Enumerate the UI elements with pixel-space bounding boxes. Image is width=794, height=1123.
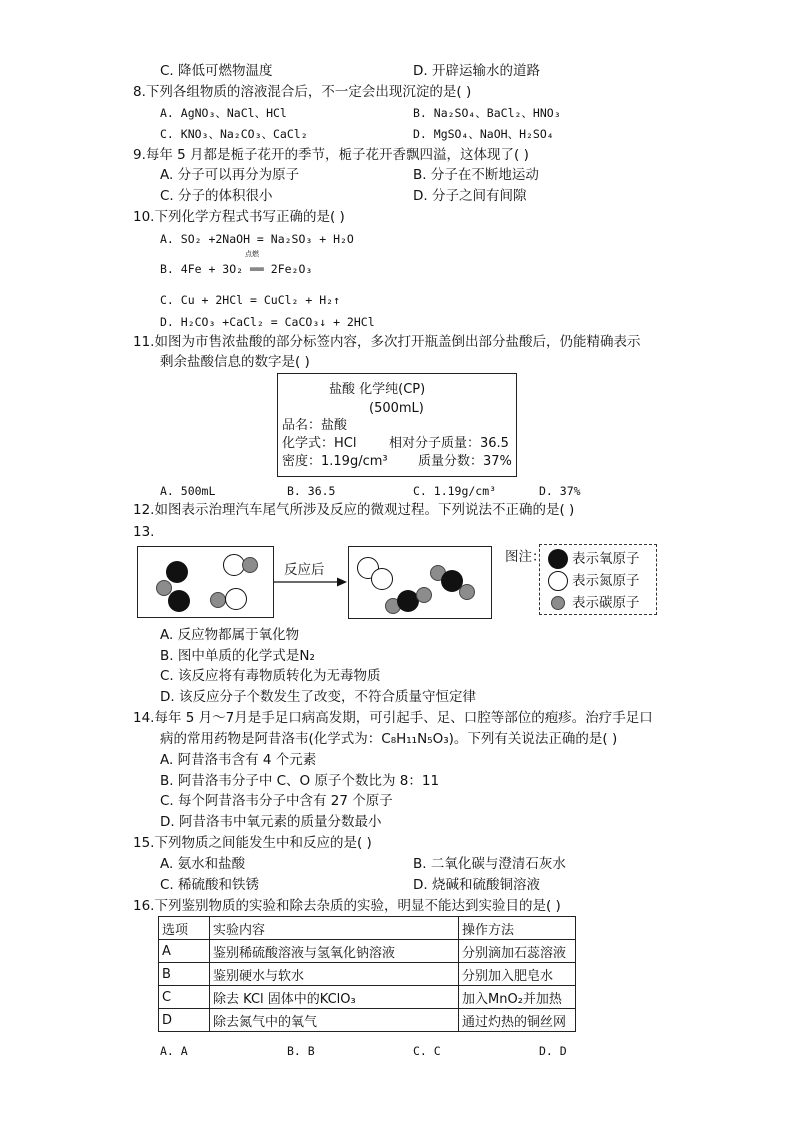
q8-option-b: B. Na₂SO₄、BaCl₂、HNO₃	[413, 106, 561, 120]
q15-option-d: D. 烧碱和硫酸铜溶液	[413, 877, 540, 893]
label-mass-fraction: 质量分数：37%	[418, 454, 512, 469]
label-density: 密度：1.19g/cm³	[282, 454, 388, 469]
q14-stem-line2: 病的常用药物是阿昔洛韦(化学式为：C₈H₁₁N₅O₃)。下列有关说法正确的是( )	[160, 731, 618, 747]
atom-legend	[539, 544, 657, 615]
table-cell: 除去 KCl 固体中的KClO₃	[210, 986, 459, 1009]
table-row	[159, 1009, 576, 1032]
q8-option-d: D. MgSO₄、NaOH、H₂SO₄	[413, 127, 554, 141]
hydrochloric-acid-label	[277, 373, 517, 477]
q11-option-c: C. 1.19g/cm³	[413, 484, 497, 498]
q8-stem: 8.下列各组物质的溶液混合后，不一定会出现沉淀的是( )	[133, 84, 472, 100]
q16-option-a: A. A	[160, 1044, 188, 1058]
q10-option-b-condition: 点燃	[245, 250, 259, 258]
table-cell: 除去氮气中的氧气	[210, 1009, 459, 1032]
table-cell: 分别加入肥皂水	[459, 963, 576, 986]
table-cell: C	[159, 986, 210, 1009]
table-row	[159, 963, 576, 986]
table-header-cell: 操作方法	[459, 917, 576, 940]
nitrogen-atom	[371, 568, 393, 590]
table-row	[159, 986, 576, 1009]
legend-nitrogen: 表示氮原子	[572, 573, 640, 589]
table-cell: B	[159, 963, 210, 986]
table-cell: 鉴别稀硫酸溶液与氢氧化钠溶液	[210, 940, 459, 963]
q14-option-c: C. 每个阿昔洛韦分子中含有 27 个原子	[160, 793, 393, 809]
nitrogen-legend-icon	[548, 571, 568, 591]
legend-title: 图注：	[505, 549, 546, 565]
label-title: 盐酸 化学纯(CP)	[329, 382, 426, 397]
experiment-table	[158, 916, 576, 1032]
products-box	[348, 546, 492, 619]
q10-option-a: A. SO₂ +2NaOH = Na₂SO₃ + H₂O	[160, 232, 354, 246]
label-name: 品名：盐酸	[282, 418, 348, 433]
table-cell: 加入MnO₂并加热	[459, 986, 576, 1009]
carbon-atom	[242, 557, 258, 573]
carbon-legend-icon	[551, 596, 565, 610]
carbon-atom	[156, 580, 172, 596]
carbon-atom	[459, 584, 475, 600]
q13-option-a: A. 反应物都属于氧化物	[160, 627, 300, 643]
oxygen-atom	[166, 561, 188, 583]
table-header-cell: 选项	[159, 917, 210, 940]
reaction-arrow-label: 反应后	[284, 562, 325, 578]
q15-option-c: C. 稀硫酸和铁锈	[160, 877, 260, 893]
q7-option-c: C. 降低可燃物温度	[160, 63, 273, 79]
q14-option-a: A. 阿昔洛韦含有 4 个元素	[160, 752, 317, 768]
q15-stem: 15.下列物质之间能发生中和反应的是( )	[133, 835, 372, 851]
q11-stem-line1: 11.如图为市售浓盐酸的部分标签内容，多次打开瓶盖倒出部分盐酸后，仍能精确表示	[133, 334, 641, 350]
legend-oxygen: 表示氧原子	[572, 551, 640, 567]
q10-option-c: C. Cu + 2HCl = CuCl₂ + H₂↑	[160, 293, 341, 307]
table-header-row	[159, 917, 576, 940]
q11-option-b: B. 36.5	[287, 484, 336, 498]
q13-number: 13.	[133, 524, 155, 540]
q16-stem: 16.下列鉴别物质的实验和除去杂质的实验，明显不能达到实验目的是( )	[133, 898, 561, 914]
carbon-atom	[210, 592, 226, 608]
q13-option-c: C. 该反应将有毒物质转化为无毒物质	[160, 668, 381, 684]
table-cell: 鉴别硬水与软水	[210, 963, 459, 986]
q7-option-d: D. 开辟运输水的道路	[413, 63, 540, 79]
label-volume: (500mL)	[369, 401, 424, 416]
q11-option-d: D. 37%	[539, 484, 581, 498]
table-cell: D	[159, 1009, 210, 1032]
q16-option-c: C. C	[413, 1044, 441, 1058]
q14-option-d: D. 阿昔洛韦中氧元素的质量分数最小	[160, 814, 382, 830]
q8-option-c: C. KNO₃、Na₂CO₃、CaCl₂	[160, 127, 308, 141]
q16-option-b: B. B	[287, 1044, 315, 1058]
q10-option-b: B. 4Fe + 3O₂ ══ 2Fe₂O₃	[160, 262, 313, 276]
nitrogen-atom	[225, 588, 247, 610]
q9-option-b: B. 分子在不断地运动	[413, 167, 539, 183]
legend-carbon: 表示碳原子	[572, 595, 640, 611]
oxygen-legend-icon	[548, 549, 568, 569]
q14-stem-line1: 14.每年 5 月～7月是手足口病高发期，可引起手、足、口腔等部位的疱疹。治疗手足口	[133, 710, 653, 726]
table-row	[159, 940, 576, 963]
reaction-arrow	[274, 576, 348, 588]
q13-option-b: B. 图中单质的化学式是N₂	[160, 648, 315, 664]
table-cell: 分别滴加石蕊溶液	[459, 940, 576, 963]
q12-stem: 12.如图表示治理汽车尾气所涉及反应的微观过程。下列说法不正确的是( )	[133, 502, 575, 518]
q9-option-a: A. 分子可以再分为原子	[160, 167, 300, 183]
q10-stem: 10.下列化学方程式书写正确的是( )	[133, 209, 345, 225]
q11-option-a: A. 500mL	[160, 484, 216, 498]
label-molecular-mass: 相对分子质量：36.5	[389, 436, 509, 451]
q9-option-c: C. 分子的体积很小	[160, 188, 273, 204]
q13-option-d: D. 该反应分子个数发生了改变，不符合质量守恒定律	[160, 689, 476, 705]
q15-option-b: B. 二氧化碳与澄清石灰水	[413, 856, 566, 872]
q9-option-d: D. 分子之间有间隙	[413, 188, 527, 204]
table-cell: A	[159, 940, 210, 963]
q10-option-d: D. H₂CO₃ +CaCl₂ = CaCO₃↓ + 2HCl	[160, 315, 375, 329]
label-formula: 化学式：HCl	[282, 436, 357, 451]
q11-stem-line2: 剩余盐酸信息的数字是( )	[160, 354, 310, 370]
q14-option-b: B. 阿昔洛韦分子中 C、O 原子个数比为 8：11	[160, 773, 440, 789]
reactants-box	[137, 546, 274, 618]
carbon-atom	[416, 587, 432, 603]
q15-option-a: A. 氨水和盐酸	[160, 856, 246, 872]
oxygen-atom	[168, 590, 190, 612]
table-header-cell: 实验内容	[210, 917, 459, 940]
table-cell: 通过灼热的铜丝网	[459, 1009, 576, 1032]
q16-option-d: D. D	[539, 1044, 567, 1058]
q9-stem: 9.每年 5 月都是栀子花开的季节，栀子花开香飘四溢，这体现了( )	[133, 147, 529, 163]
q8-option-a: A. AgNO₃、NaCl、HCl	[160, 106, 287, 120]
